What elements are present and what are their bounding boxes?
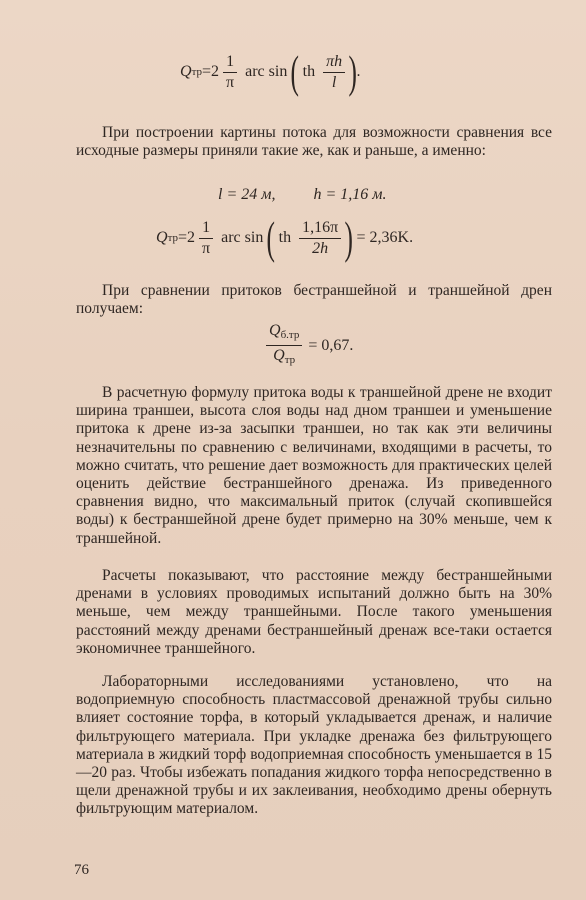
formula2-inner-num: 1,16π	[299, 219, 341, 239]
formula2-result: = 2,36K.	[356, 229, 414, 246]
paragraph-comparison-intro: При сравнении притоков бестраншейной и траншейной дрен получаем:	[76, 282, 552, 318]
paragraph-setup: При построении картины потока для возможности сравнения все исходные размеры приняли такие же, как и раньше, а именно:	[76, 124, 552, 160]
formula1-eq: =2	[202, 63, 220, 80]
paragraph-laboratory: Лабораторными исследованиями установлено, что на водоприемную способность пластмассовой дренажной трубы сильно влияет состояние торфа, в который укладывается дренаж, и наличие фильтрующего материала. При укладке дренажа без фильтрующего материала в жидкий торф водоприемная способность уменьшается в 15—20 раз. Чтобы избежать попадания жидкого торфа непосредственно в щели дренажной трубы и их заклеивания, необходимо дрены обернуть фильтрующим материалом.	[76, 673, 552, 818]
formula3-result: = 0,67.	[308, 336, 354, 354]
formula1-frac-num: 1	[223, 53, 237, 73]
formula-q-tr-numeric	[156, 212, 414, 263]
value-h: h = 1,16 м.	[313, 186, 387, 203]
formula1-paren-open: (	[290, 46, 300, 97]
formula1-inner-den: l	[331, 73, 337, 91]
formula1-lhs-sub: тр	[191, 66, 203, 78]
formula2-inner-den: 2h	[312, 239, 329, 257]
formula2-fraction	[199, 219, 213, 258]
formula1-frac-den: π	[226, 73, 235, 91]
given-values	[218, 186, 386, 204]
formula2-eq: =2	[178, 229, 196, 246]
formula1-paren-close: )	[348, 46, 358, 97]
formula2-arcsin: arc sin	[221, 229, 264, 246]
formula2-frac-num: 1	[199, 219, 213, 239]
formula3-num-sub: б.тр	[280, 329, 300, 341]
formula1-inner-fraction	[323, 53, 345, 92]
formula3-fraction	[266, 322, 302, 369]
paragraph-spacing: Расчеты показывают, что расстояние между бестраншейными дренами в условиях проводимых испытаний должно быть на 30% меньше, чем между траншейными. После такого уменьшения расстояний между дренами бестраншейный дренаж все-таки остается экономичнее траншейного.	[76, 567, 552, 657]
formula2-lhs-sub: тр	[167, 232, 179, 244]
formula2-paren-open: (	[266, 212, 276, 263]
formula1-fraction	[223, 53, 237, 92]
formula-q-tr-general	[180, 46, 361, 97]
formula2-th: th	[278, 229, 292, 246]
formula3-num: $Q_{б.тр}$	[266, 322, 302, 346]
formula1-inner-num: πh	[323, 53, 345, 73]
formula2-paren-close: )	[344, 212, 354, 263]
value-l: l = 24 м,	[218, 186, 276, 203]
formula1-th: th	[302, 63, 316, 80]
formula2-lhs: Q	[156, 229, 168, 246]
formula1-arcsin: arc sin	[245, 63, 288, 80]
formula1-lhs: Q	[180, 63, 192, 80]
formula1-tail: .	[356, 63, 361, 80]
formula3-den-sub: тр	[284, 354, 296, 366]
paragraph-calculation: В расчетную формулу притока воды к траншейной дрене не входит ширина траншеи, высота слоя воды над дном траншеи и уменьшение притока к дрене из-за засыпки траншеи, но так как эти величины незначительны по сравнению с величинами, входящими в расчеты, то можно считать, что решение дает возможность для практических целей оценить действие бестраншейного дренажа. Из приведенного сравнения видно, что максимальный приток (случай скопившейся воды) к бестраншейной дрене будет примерно на 30% меньше, чем к траншейной.	[76, 384, 552, 547]
formula2-frac-den: π	[202, 239, 211, 257]
formula3-den: $Q_{тр}$	[273, 347, 296, 366]
page-number: 76	[74, 862, 89, 878]
formula-ratio	[262, 322, 353, 369]
formula2-inner-fraction	[299, 219, 341, 258]
